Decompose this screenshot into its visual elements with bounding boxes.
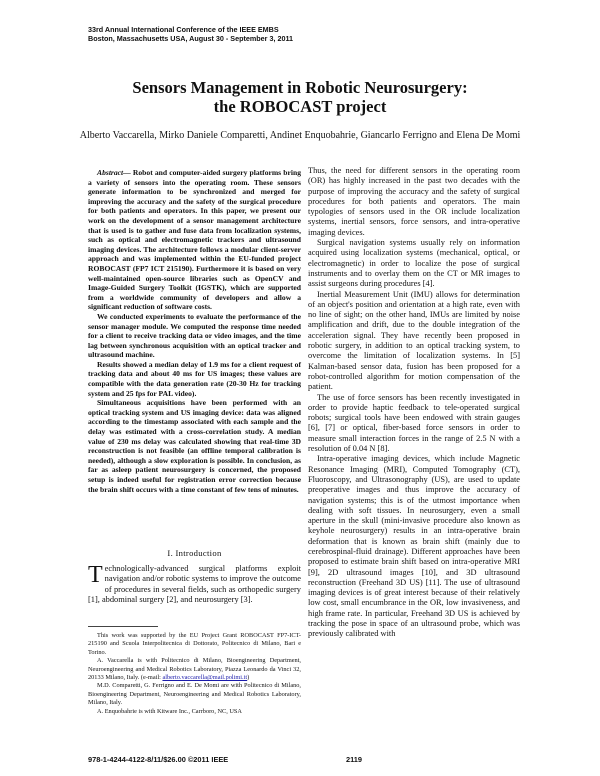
paper-title-line-1: Sensors Management in Robotic Neurosurgery:: [132, 78, 468, 97]
body-paragraph: Inertial Measurement Unit (IMU) allows for determination of an object's position and orientation at a high rate, even with no line of sight; on the other hand, IMUs are limited by noise amplification and drift, due to the double integration of the acceleration signal. They have recently been proposed in robotic surgery, in addition to an optical tracking system, to overcome the limitation of localization systems. In [5] Kalman-based sensor data, fusion has been proposed for a robot-controlled algorithm for motion compensation of the patient.: [308, 289, 520, 392]
paper-title: [60, 78, 540, 116]
body-paragraph: Intra-operative imaging devices, which include Magnetic Resonance Imaging (MRI), Computed Tomography (CT), Fluoroscopy, and Ultrasonography (US), are used to update preoperative images and thus improve the accuracy of navigation systems; this is of the utmost importance when dealing with soft tissues. In neurosurgery, even a small aperture in the skull (mini-invasive procedure also known as keyhole neurosurgery) results in an intra-operative brain deformation that is known as brain shift (mainly due to cerebrospinal-fluid drainage). Different approaches have been proposed to estimate brain shift based on intra-operative MRI [9], 2D ultrasound images [10], and 3D ultrasound reconstruction (Freehand 3D US) [11]. The use of ultrasound imaging devices is of great interest because of their relatively low cost, small encumbrance in the OR, low invasiveness, and high frame rate. In particular, Freehand 3D US is achieved by tracking the pose in space of an ultrasound probe, which was previously calibrated with: [308, 454, 520, 639]
abstract-text: Robot and computer-aided surgery platforms bring a variety of sensors into the operating room. These sensors generate information to be synchronized and merged for improving the accuracy and the safety of the surgical procedure for both patients and operators. In this paper, we present our work on the development of a sensor management architecture that is used is to gather and fuse data from localization systems, such as optical and electromagnetic trackers and ultrasound imaging devices. The architecture follows a modular client-server approach and was implemented within the EU-funded project ROBOCAST (FP7 ICT 215190). Furthermore it is based on very well-maintained open-source libraries such as OpenCV and Image-Guided Surgery Toolkit (IGSTK), which are supported from a worldwide community of developers and allow a significant reduction of software costs.: [88, 168, 301, 312]
introduction-text: echnologically-advanced surgical platforms exploit navigation and/or robotic systems to improve the outcome of procedures in several fields, such as orthopedic surgery [1], abdominal surgery [2], and neurosurgery [3].: [88, 564, 301, 605]
abstract-label: Abstract: [97, 168, 124, 177]
conference-location-date: Boston, Massachusetts USA, August 30 - September 3, 2011: [88, 33, 294, 43]
section-heading-introduction: I. Introduction: [167, 548, 222, 558]
abstract-paragraph: [88, 168, 301, 312]
conference-header: [88, 26, 293, 43]
isbn-copyright: 978-1-4244-4122-8/11/$26.00 ©2011 IEEE: [88, 755, 229, 764]
footnote-affiliation: A. Enquobahrie is with Kitware Inc., Carrboro, NC, USA: [97, 707, 242, 715]
conference-name: 33rd Annual International Conference of the IEEE EMBS: [88, 25, 279, 34]
abstract-paragraph: Simultaneous acquisitions have been performed with an optical tracking system and US imaging device: data was aligned according to the timestamp associated with each sample and the delay was estimated with a cross-correlation study. A median value of 230 ms delay was calculated showing that real-time 3D reconstruction is not feasible (an offline temporal calibration is needed), although a slow exploration is possible. In conclusion, as far as asleep patient neurosurgery is concerned, the proposed setup is indeed useful for registration error correction because the brain shift occurs with a time constant of few tens of minutes.: [88, 398, 301, 494]
right-column-body: [308, 166, 520, 640]
footnote-affiliation: A. Vaccarella is with Politecnico di Milano, Bioengineering Department, Neuroengineering and Medical Robotics Laboratory, Piazza Leonardo da Vinci 32, 20133 Milano, Italy. (e-mail: alberto.vaccarella@mail.polimi.it): [88, 657, 301, 682]
body-paragraph: Surgical navigation systems usually rely on information acquired using localization systems (mechanical, optical, or electromagnetic) in order to localize the pose of surgical instruments and to overlay them on the CT or MR images to assist surgeons during procedures [4].: [308, 238, 520, 289]
footnote-affiliation: M.D. Comparetti, G. Ferrigno and E. De Momi are with Politecnico di Milano, Bioengineering Department, Neuroengineering and Medical Robotics Laboratory, Milano, Italy.: [88, 682, 301, 707]
introduction-paragraph: [88, 564, 301, 606]
drop-cap: T: [88, 562, 103, 588]
abstract: [88, 168, 301, 494]
author-list: Alberto Vaccarella, Mirko Daniele Comparetti, Andinet Enquobahrie, Giancarlo Ferrigno and Elena De Momi: [79, 130, 521, 141]
footnote-funding: This work was supported by the EU Project Grant ROBOCAST FP7-ICT-215190 and Scuola Interpolitecnica di Dottorato, Politecnico di Milano, Bari e Torino.: [88, 632, 301, 656]
abstract-paragraph: We conducted experiments to evaluate the performance of the sensor manager module. We computed the response time needed for a client to receive tracking data or video images, and the time lag between synchronous acquisition with an optical tracker and ultrasound machine.: [88, 311, 301, 360]
footnote-divider: [88, 626, 158, 627]
footnotes: [88, 632, 301, 716]
body-paragraph: Thus, the need for different sensors in the operating room (OR) has highly increased in the past two decades with the purpose of improving the accuracy and the safety of surgical procedures for both patients and operators. The main typologies of sensors used in the OR include localization systems, inertial sensors, force sensors, and intra-operative imaging devices.: [308, 166, 520, 237]
page-number: 2119: [346, 755, 363, 764]
abstract-paragraph: Results showed a median delay of 1.9 ms for a client request of tracking data and about 40 ms for US images; these values are compatible with the data generation rate (20-30 Hz for tracking system and 25 fps for PAL video).: [88, 359, 301, 398]
body-paragraph: The use of force sensors has been recently investigated in order to provide haptic feedback to tele-operated surgical robots; surgical tools have been endowed with strain gauges [6], [7] or optical, fiber-based force sensors in order to measure small interaction forces in the range of 2.5 N with a resolution of 0.04 N [8].: [308, 392, 520, 454]
author-email-link[interactable]: alberto.vaccarella@mail.polimi.it: [162, 674, 248, 682]
paper-title-line-2: the ROBOCAST project: [213, 97, 387, 116]
abstract-dash: —: [123, 168, 133, 177]
